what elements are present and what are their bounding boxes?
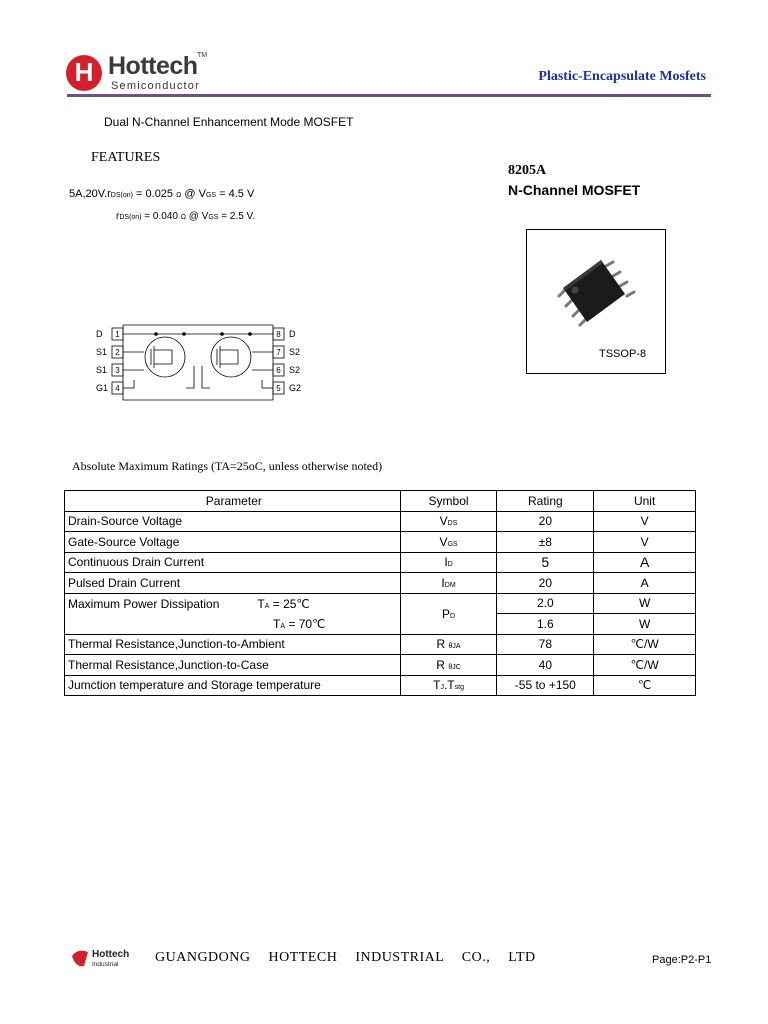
table-row [65,552,696,573]
condition-text: TA = 70℃ [273,616,326,631]
table-row [65,614,696,635]
pin-number-1: 1 [115,330,120,339]
logo-mark: H [66,55,102,91]
column-header: Unit [594,491,696,512]
rating-cell: 5 [497,552,594,573]
document-category: Plastic-Encapsulate Mosfets [538,69,706,84]
unit-cell: ℃/W [594,634,696,655]
rating-cell: 78 [497,634,594,655]
column-header: Symbol [400,491,497,512]
document-subtitle: Dual N-Channel Enhancement Mode MOSFET [104,115,354,129]
symbol-cell: PD [400,593,497,634]
symbol-cell: R θJC [400,655,497,676]
feature-line-1: 5A,20V.rDS(on) = 0.025 Ω @ VGS = 4.5 V [69,188,255,200]
condition-text: TA = 25℃ [257,596,310,611]
pinout-diagram [92,322,304,404]
features-heading: FEATURES [91,150,161,165]
table-row [65,675,696,696]
parameter-cell: Thermal Resistance,Junction-to-Ambient [65,634,401,655]
pin-label-s2: S2 [289,347,301,357]
part-number: 8205A [508,163,547,178]
rating-cell: 20 [497,573,594,594]
table-row [65,655,696,676]
header-divider [67,94,711,97]
logo-trademark: TM [197,52,208,59]
unit-cell: V [594,511,696,532]
footer-logo-mark [70,946,130,970]
symbol-cell: ID [400,552,497,573]
parameter-cell: Pulsed Drain Current [65,573,401,594]
parameter-cell: Drain-Source Voltage [65,511,401,532]
footer-logo-brand: Hottech [92,949,130,960]
table-row [65,593,696,614]
parameter-cell: Maximum Power Dissipation TA = 25℃ [65,593,401,614]
parameter-cell: Gate-Source Voltage [65,532,401,553]
symbol-cell: VDS [400,511,497,532]
parameter-cell: Continuous Drain Current [65,552,401,573]
column-header: Rating [497,491,594,512]
pin-number-8: 8 [276,330,281,339]
rating-cell: -55 to +150 [497,675,594,696]
footer-logo-sub: Industrial [92,961,119,968]
unit-cell: W [594,614,696,635]
pin-number-7: 7 [276,348,281,357]
unit-cell: V [594,532,696,553]
pin-label-s2: S2 [289,365,301,375]
symbol-cell: VGS [400,532,497,553]
pin-label-s1: S1 [96,365,108,375]
logo-subtitle: Semiconductor [111,80,200,92]
rating-cell: 40 [497,655,594,676]
footer-company-name: GUANGDONG HOTTECH INDUSTRIAL CO., LTD [155,950,536,965]
unit-cell: A [594,552,696,573]
symbol-cell: R θJA [400,634,497,655]
unit-cell: ℃ [594,675,696,696]
pin-label-g2: G2 [289,383,302,393]
page-number: Page:P2-P1 [652,954,712,966]
symbol-cell: TJ.Tstg [400,675,497,696]
rating-cell: 1.6 [497,614,594,635]
pin-number-5: 5 [276,384,281,393]
footer-logo [70,946,130,970]
symbol-cell: IDM [400,573,497,594]
unit-cell: W [594,593,696,614]
rating-cell: ±8 [497,532,594,553]
pin-number-6: 6 [276,366,281,375]
table-row [65,532,696,553]
column-header: Parameter [65,491,401,512]
pin-label-g1: G1 [96,383,109,393]
ratings-title: Absolute Maximum Ratings (TA=25oC, unless otherwise noted) [72,459,383,473]
package-image-box [526,229,666,374]
table-header-row [65,491,696,512]
parameter-cell: Thermal Resistance,Junction-to-Case [65,655,401,676]
table-row [65,634,696,655]
rating-cell: 20 [497,511,594,532]
pin-number-4: 4 [115,384,120,393]
unit-cell: A [594,573,696,594]
table-row [65,573,696,594]
logo-brand-name: Hottech [108,52,198,80]
company-logo [66,52,216,92]
absolute-maximum-ratings-table [64,490,696,696]
pin-label-d-right: D [289,329,296,339]
pin-number-3: 3 [115,366,120,375]
pin-label-d-left: D [96,329,103,339]
parameter-cell: Jumction temperature and Storage temperature [65,675,401,696]
pin-number-2: 2 [115,348,120,357]
part-type: N-Channel MOSFET [508,182,641,198]
package-label: TSSOP-8 [599,348,647,360]
unit-cell: ℃/W [594,655,696,676]
feature-line-2: rDS(on) = 0.040 Ω @ VGS = 2.5 V. [116,211,256,222]
tssop8-chip-image [527,230,665,340]
table-row [65,511,696,532]
pin-label-s1: S1 [96,347,108,357]
rating-cell: 2.0 [497,593,594,614]
parameter-cell [65,614,401,635]
